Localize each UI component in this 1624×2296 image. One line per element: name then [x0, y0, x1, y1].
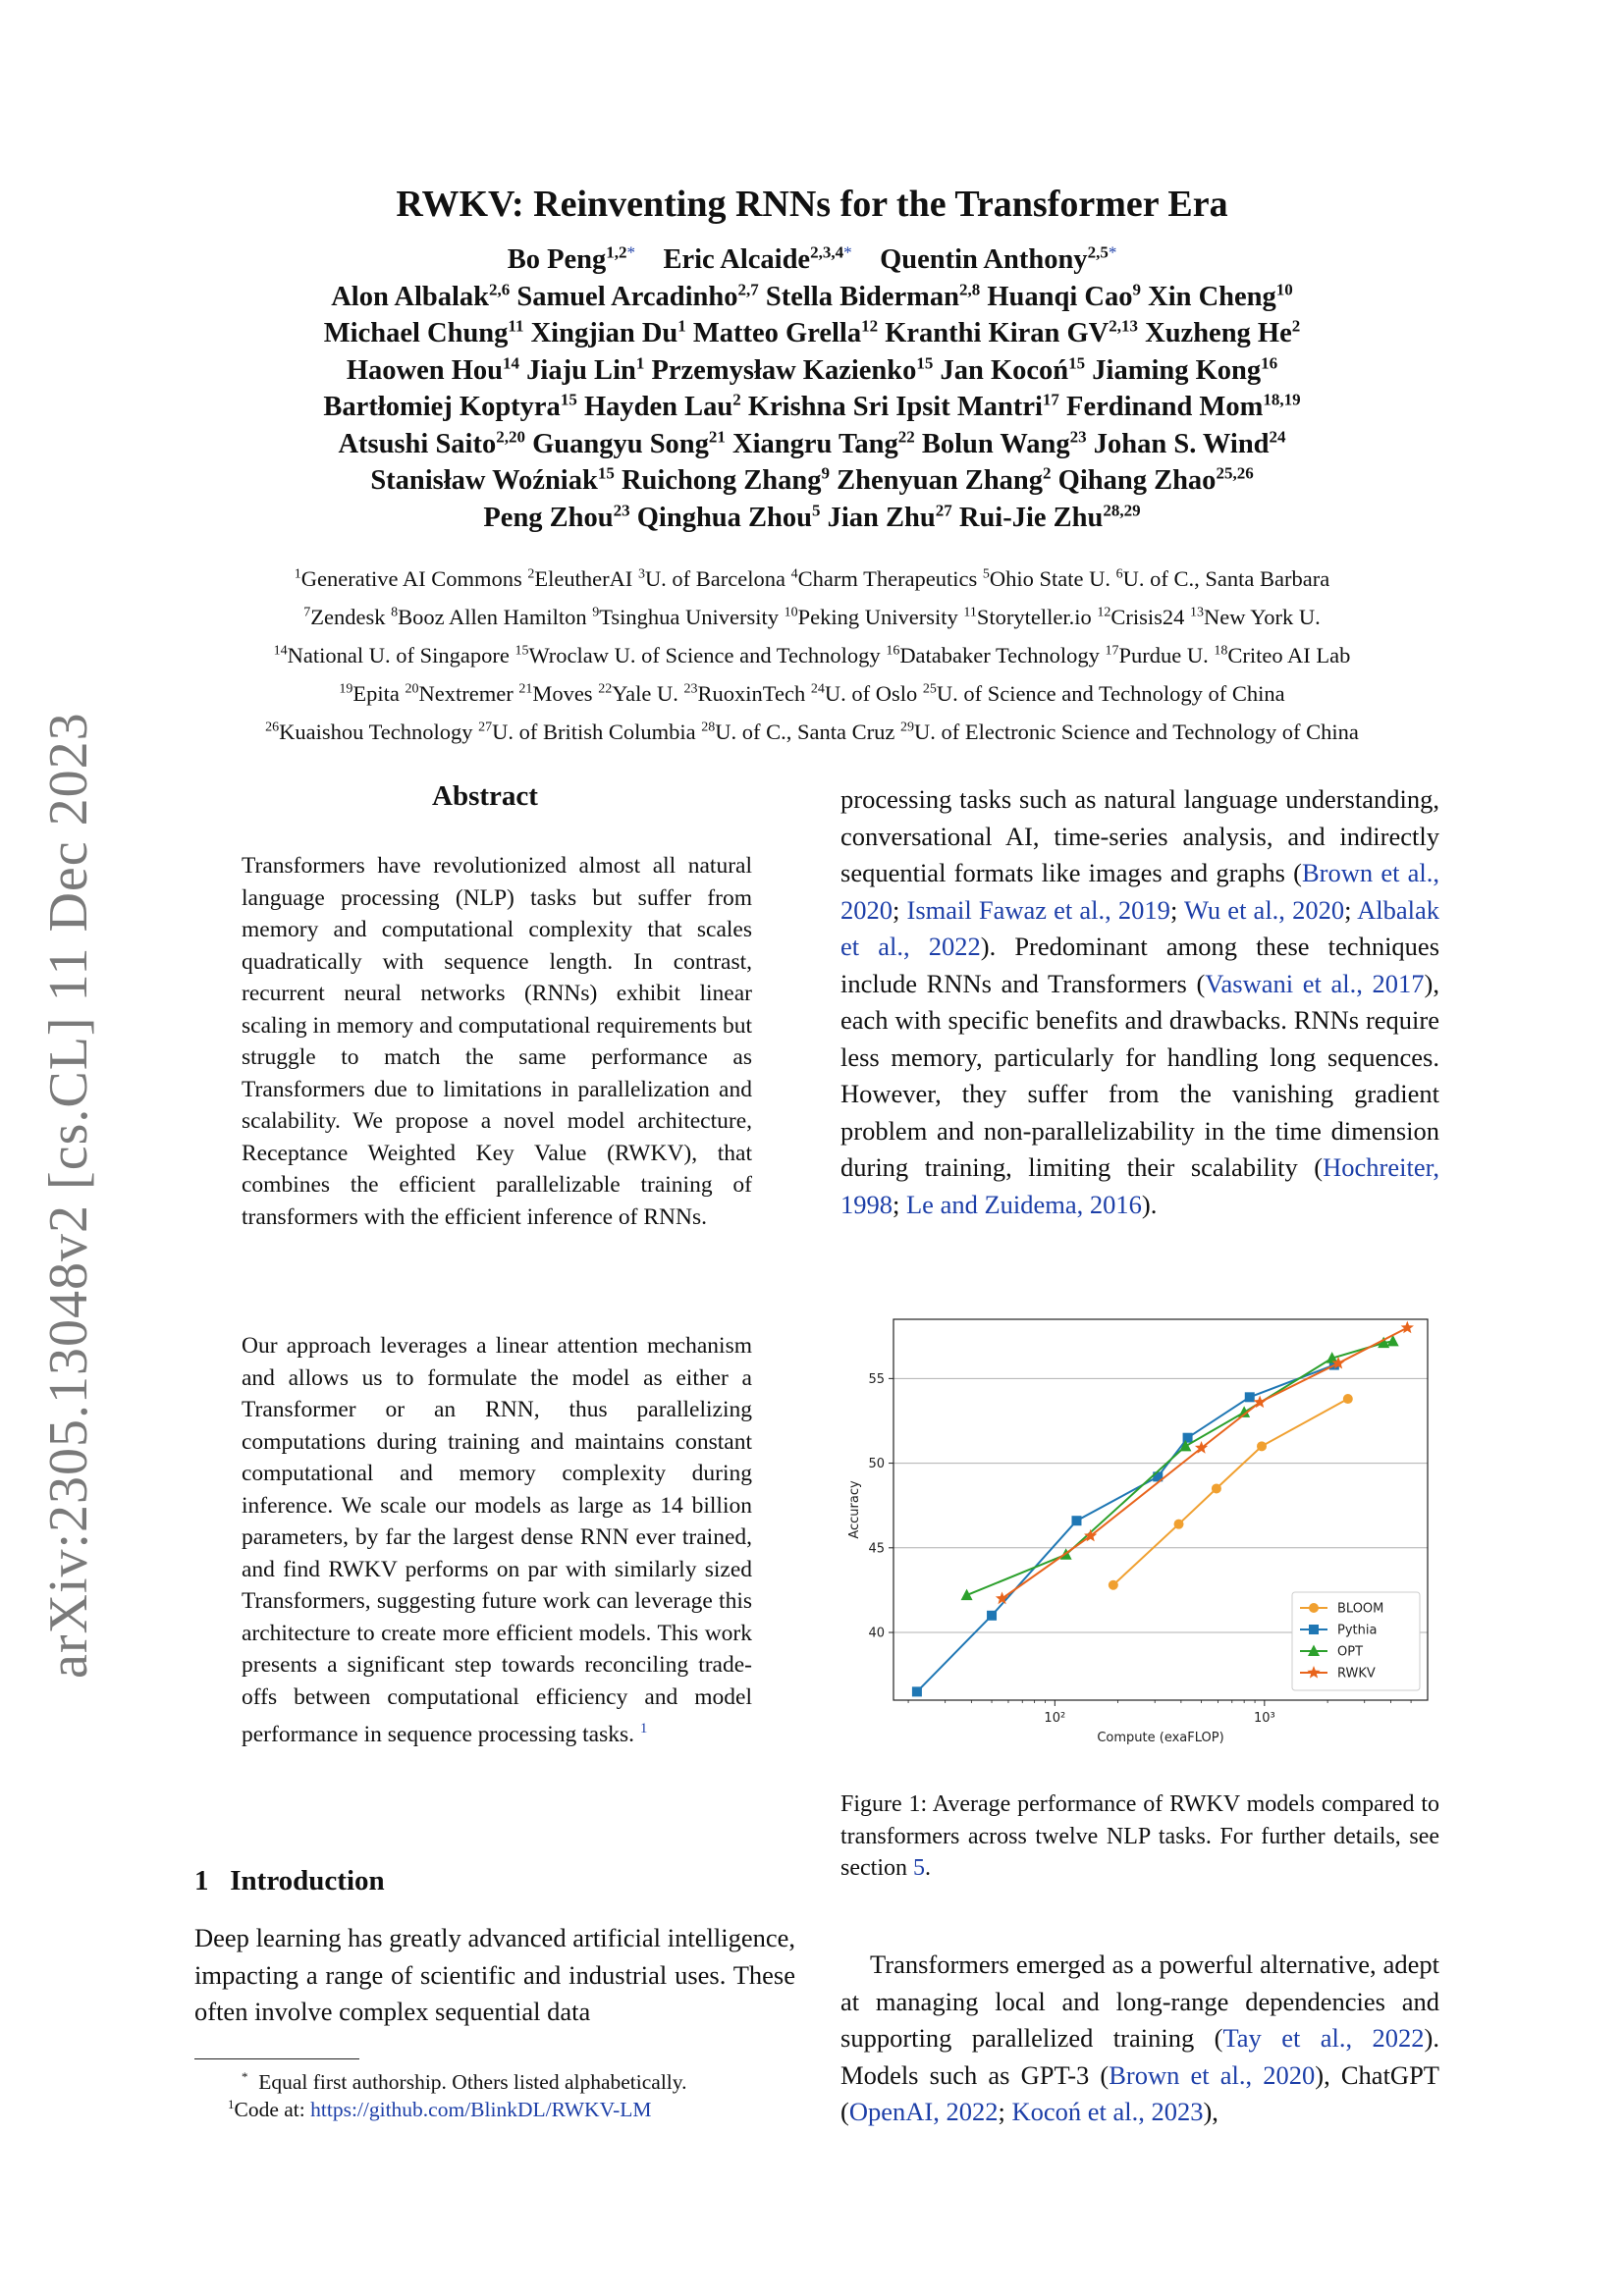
- x-tick-label: 10³: [1253, 1711, 1275, 1726]
- affiliation-line: [157, 674, 1467, 713]
- author-affiliation-mark: 12: [861, 316, 879, 336]
- footnote-code-mark: 1: [228, 2096, 235, 2111]
- citation-link[interactable]: Ismail Fawaz et al., 2019: [906, 894, 1170, 925]
- intro-paragraph-right-2: Transformers emerged as a powerful alternative, adept at managing local and long-range dependencies and supporting parallelized training (Tay et al., 2022). Models such as GPT-3 (Brown et al., 2020), ChatGPT (OpenAI, 2022; Kocoń et al., 2023),: [840, 1949, 1439, 2126]
- affiliation-number: 18: [1214, 643, 1228, 659]
- affiliation-number: 7: [303, 605, 311, 620]
- affiliation-number: 2: [527, 566, 535, 582]
- affiliation-name: Purdue U.: [1118, 643, 1209, 667]
- affiliation-number: 20: [405, 681, 419, 697]
- author-list: [196, 241, 1428, 536]
- footnote-star-mark: *: [242, 2068, 248, 2084]
- citation-link[interactable]: Vaswani et al., 2017: [1205, 968, 1425, 998]
- y-tick-label: 45: [868, 1541, 885, 1557]
- author-name: Huanqi Cao: [987, 281, 1133, 312]
- footnote-equal-authorship: [194, 2068, 842, 2096]
- author-name: Xin Cheng: [1148, 281, 1276, 312]
- author-affiliation-mark: 25,26: [1216, 463, 1254, 483]
- affiliation-name: U. of Science and Technology of China: [936, 681, 1285, 706]
- author-name: Ruichong Zhang: [621, 465, 822, 496]
- citation-link[interactable]: Albalak et al., 2022: [840, 894, 1440, 961]
- rwkv-data-point: [996, 1592, 1008, 1605]
- arxiv-sidebar: arXiv:2305.13048v2 [cs.CL] 11 Dec 2023: [38, 712, 99, 1679]
- affiliation-name: U. of Electronic Science and Technology of China: [913, 720, 1359, 744]
- intro-paragraph-1: Deep learning has greatly advanced artificial intelligence, impacting a range of scientific and industrial uses. These often involve complex sequential data: [194, 1923, 795, 2026]
- author-name: Guangyu Song: [532, 428, 709, 459]
- author-name: Stanisław Woźniak: [370, 465, 598, 496]
- section-ref-link[interactable]: 5: [912, 1855, 925, 1881]
- citation-link[interactable]: Brown et al., 2020: [840, 858, 1439, 925]
- author-line: [196, 315, 1428, 352]
- pythia-data-point: [912, 1686, 922, 1696]
- author-name: Peng Zhou: [483, 502, 614, 533]
- affiliation-name: Crisis24: [1110, 605, 1185, 629]
- x-axis-label: Compute (exaFLOP): [1097, 1731, 1224, 1745]
- caption-text-end: .: [924, 1855, 931, 1881]
- bloom-data-point: [1343, 1394, 1353, 1404]
- figure-1: [840, 1306, 1439, 1763]
- author-affiliation-mark: 2,8: [959, 280, 981, 298]
- abstract-paragraph-2: [242, 1330, 752, 1750]
- affiliation-line: [157, 598, 1467, 636]
- abstract-heading: Abstract: [432, 780, 538, 812]
- text-span: ). Models such as GPT-3 (: [840, 2023, 1439, 2090]
- author-affiliation-mark: 14: [503, 353, 520, 372]
- footnote-code-label: Code at:: [234, 2098, 305, 2121]
- affiliation-name: Storyteller.io: [976, 605, 1092, 629]
- affiliation-number: 24: [810, 681, 825, 697]
- legend-bloom-label: BLOOM: [1337, 1601, 1384, 1617]
- affiliation-name: Charm Therapeutics: [797, 566, 978, 591]
- author-affiliation-mark: 23: [1069, 427, 1087, 446]
- author-line: [196, 389, 1428, 426]
- affiliation-name: Databaker Technology: [899, 643, 1100, 667]
- affiliation-name: EleutherAI: [534, 566, 633, 591]
- author-affiliation-mark: 15: [916, 353, 934, 372]
- author-affiliation-mark: 9: [1132, 280, 1141, 298]
- affiliation-name: Yale U.: [612, 681, 678, 706]
- author-affiliation-mark: 1: [635, 353, 645, 372]
- y-tick-label: 55: [868, 1371, 885, 1387]
- author-affiliation-mark: 2,3,4: [810, 242, 844, 262]
- affiliation-number: 11: [963, 605, 977, 620]
- bloom-data-point: [1212, 1483, 1221, 1493]
- accuracy-vs-compute-chart: [840, 1306, 1439, 1763]
- caption-text: Figure 1: Average performance of RWKV models compared to transformers across twelve NLP tasks. For further details, see section: [840, 1791, 1439, 1881]
- author-name: Xingjian Du: [530, 318, 678, 348]
- author-name: Alon Albalak: [331, 281, 489, 312]
- pythia-data-point: [1245, 1392, 1255, 1402]
- text-span: ). Predominant among these techniques include RNNs and Transformers (: [840, 932, 1440, 998]
- footnote-rule: [194, 2058, 359, 2059]
- affiliation-number: 15: [514, 643, 529, 659]
- bloom-data-point: [1257, 1441, 1267, 1451]
- affiliation-number: 23: [683, 681, 698, 697]
- affiliation-line: [157, 713, 1467, 751]
- opt-series-line: [967, 1341, 1393, 1595]
- affiliation-name: U. of Oslo: [824, 681, 918, 706]
- y-axis-label: Accuracy: [847, 1480, 862, 1539]
- author-name: Zhenyuan Zhang: [837, 465, 1044, 496]
- affiliation-number: 13: [1189, 605, 1204, 620]
- author-affiliation-mark: 15: [597, 463, 615, 483]
- legend-bloom-marker: [1309, 1603, 1319, 1613]
- text-span: ), ChatGPT (: [840, 2059, 1439, 2126]
- text-span: ),: [1203, 2097, 1218, 2126]
- bloom-data-point: [1174, 1520, 1184, 1529]
- citation-link[interactable]: Hochreiter, 1998: [840, 1152, 1439, 1219]
- author-affiliation-mark: 16: [1261, 353, 1278, 372]
- author-name: Qihang Zhao: [1057, 465, 1217, 496]
- author-affiliation-mark: 23: [613, 501, 630, 519]
- section-heading-introduction: [194, 1865, 385, 1897]
- author-name: Johan S. Wind: [1093, 428, 1270, 459]
- author-name: Bo Peng: [507, 244, 607, 275]
- code-link[interactable]: https://github.com/BlinkDL/RWKV-LM: [310, 2098, 652, 2121]
- author-affiliation-mark: 15: [560, 390, 577, 409]
- equal-contribution-mark: *: [843, 242, 852, 262]
- author-affiliation-mark: 2: [1291, 316, 1301, 336]
- legend-opt-label: OPT: [1337, 1644, 1364, 1660]
- author-affiliation-mark: 28,29: [1103, 501, 1141, 519]
- citation-link[interactable]: Brown et al., 2020: [1109, 2059, 1316, 2090]
- affiliation-name: Kuaishou Technology: [279, 720, 473, 744]
- affiliation-name: Nextremer: [418, 681, 514, 706]
- affiliation-name: Tsinghua University: [599, 605, 779, 629]
- affiliation-number: 16: [886, 643, 900, 659]
- author-affiliation-mark: 27: [935, 501, 952, 519]
- author-affiliation-mark: 22: [897, 427, 915, 446]
- author-name: Bolun Wang: [921, 428, 1070, 459]
- y-tick-label: 50: [868, 1457, 885, 1472]
- author-affiliation-mark: 5: [812, 501, 821, 519]
- x-tick-label: 10²: [1044, 1711, 1066, 1726]
- legend-rwkv-label: RWKV: [1337, 1666, 1376, 1682]
- pythia-data-point: [987, 1611, 997, 1621]
- author-name: Jian Zhu: [827, 502, 936, 533]
- author-line: [196, 426, 1428, 463]
- citation-link[interactable]: OpenAI, 2022: [848, 2097, 999, 2126]
- author-name: Michael Chung: [323, 318, 509, 348]
- figure-1-caption: [840, 1789, 1439, 1885]
- author-name: Samuel Arcadinho: [516, 281, 738, 312]
- author-name: Qinghua Zhou: [636, 502, 812, 533]
- legend-pythia-marker: [1309, 1625, 1319, 1634]
- footnote-code: [194, 2096, 829, 2123]
- abstract-paragraph-1: Transformers have revolutionized almost all natural language processing (NLP) tasks but suffer from memory and computational complexity that scales quadratically with sequence length. In contrast, recurrent neural networks (RNNs) exhibit linear scaling in memory and computational requirements but struggle to match the same performance as Transformers due to limitations in parallelization and scalability. We propose a novel model architecture, Receptance Weighted Key Value (RWKV), that combines the efficient parallelizable training of transformers with the efficient inference of RNNs.: [242, 853, 752, 1230]
- pythia-data-point: [1071, 1516, 1081, 1525]
- section-number: 1: [194, 1865, 209, 1896]
- author-affiliation-mark: 10: [1275, 280, 1293, 298]
- affiliation-number: 3: [637, 566, 645, 582]
- author-name: Jan Kocoń: [940, 354, 1069, 386]
- affiliation-number: 12: [1097, 605, 1111, 620]
- legend-pythia-label: Pythia: [1337, 1623, 1378, 1638]
- author-affiliation-mark: 2,6: [488, 280, 511, 298]
- author-affiliation-mark: 17: [1042, 390, 1059, 409]
- author-affiliation-mark: 18,19: [1263, 390, 1301, 409]
- author-name: Matteo Grella: [692, 318, 862, 348]
- author-line: [196, 352, 1428, 390]
- affiliation-number: 27: [478, 720, 493, 735]
- affiliation-number: 10: [784, 605, 798, 620]
- equal-contribution-mark: *: [1108, 242, 1117, 262]
- author-name: Jiaju Lin: [526, 354, 636, 386]
- affiliation-number: 14: [273, 643, 288, 659]
- citation-link[interactable]: Wu et al., 2020: [1183, 894, 1345, 925]
- affiliation-name: Booz Allen Hamilton: [398, 605, 587, 629]
- author-name: Xuzheng He: [1145, 318, 1292, 348]
- affiliation-number: 5: [982, 566, 990, 582]
- paper-title: RWKV: Reinventing RNNs for the Transformer Era: [396, 184, 1228, 225]
- author-affiliation-mark: 2: [732, 390, 741, 409]
- author-affiliation-mark: 2,20: [496, 427, 525, 446]
- author-affiliation-mark: 11: [508, 316, 524, 336]
- citation-link[interactable]: Kocoń et al., 2023: [1011, 2097, 1204, 2126]
- affiliation-number: 21: [518, 681, 533, 697]
- affiliation-name: U. of British Columbia: [492, 720, 696, 744]
- author-line: [196, 279, 1428, 316]
- affiliation-number: 9: [592, 605, 600, 620]
- author-name: Eric Alcaide: [663, 244, 811, 275]
- author-affiliation-mark: 21: [708, 427, 726, 446]
- author-name: Bartłomiej Koptyra: [323, 392, 561, 422]
- affiliation-number: 6: [1115, 566, 1123, 582]
- affiliation-name: U. of Barcelona: [644, 566, 786, 591]
- affiliation-number: 19: [339, 681, 353, 697]
- author-name: Kranthi Kiran GV: [885, 318, 1110, 348]
- author-name: Quentin Anthony: [880, 244, 1088, 275]
- author-affiliation-mark: 9: [821, 463, 830, 483]
- text-span: ), each with specific benefits and drawbacks. RNNs require less memory, particularly for handling long sequences. However, they suffer from the vanishing gradient problem and non-parallelizability in the time dimension during training, limiting their scalability (: [840, 968, 1439, 1182]
- affiliation-name: RuoxinTech: [697, 681, 806, 706]
- affiliation-number: 26: [265, 720, 280, 735]
- affiliation-name: Peking University: [797, 605, 958, 629]
- rwkv-data-point: [1401, 1321, 1414, 1334]
- affiliation-number: 17: [1105, 643, 1119, 659]
- bloom-series-line: [1113, 1399, 1348, 1585]
- author-name: Krishna Sri Ipsit Mantri: [747, 392, 1043, 422]
- affiliation-name: U. of C., Santa Barbara: [1122, 566, 1330, 591]
- author-affiliation-mark: 1,2: [606, 242, 627, 262]
- affiliation-number: 25: [922, 681, 937, 697]
- affiliation-number: 1: [294, 566, 301, 582]
- affiliation-name: Generative AI Commons: [300, 566, 522, 591]
- affiliation-line: [157, 560, 1467, 598]
- text-span: ).: [1141, 1189, 1158, 1219]
- section-title: Introduction: [230, 1865, 385, 1896]
- affiliation-name: National U. of Singapore: [287, 643, 510, 667]
- author-affiliation-mark: 2: [1043, 463, 1052, 483]
- author-name: Haowen Hou: [346, 354, 504, 386]
- affiliation-name: Wroclaw U. of Science and Technology: [528, 643, 881, 667]
- author-line: [196, 500, 1428, 537]
- author-affiliation-mark: 1: [677, 316, 686, 336]
- affiliation-line: [157, 636, 1467, 674]
- intro-paragraph-right-1: processing tasks such as natural language understanding, conversational AI, time-series analysis, and indirectly sequential formats like images and graphs (Brown et al., 2020; Ismail Fawaz et al., 2019; Wu et al., 2020; Albalak et al., 2022). Predominant among these techniques include RNNs and Transformers (Vaswani et al., 2017), each with specific benefits and drawbacks. RNNs require less memory, particularly for handling long sequences. However, they suffer from the vanishing gradient problem and non-parallelizability in the time dimension during training, limiting their scalability (Hochreiter, 1998; Le and Zuidema, 2016).: [840, 784, 1440, 1219]
- author-name: Jiaming Kong: [1092, 354, 1262, 386]
- author-line: [196, 462, 1428, 500]
- author-line: [196, 241, 1428, 279]
- affiliation-name: New York U.: [1203, 605, 1321, 629]
- footnote-ref-1[interactable]: 1: [639, 1721, 648, 1736]
- pythia-series-line: [917, 1365, 1334, 1692]
- author-name: Hayden Lau: [583, 392, 733, 422]
- equal-contribution-mark: *: [626, 242, 635, 262]
- affiliation-name: Moves: [532, 681, 593, 706]
- author-name: Przemysław Kazienko: [651, 354, 917, 386]
- y-tick-label: 40: [868, 1626, 885, 1641]
- affiliation-number: 28: [701, 720, 716, 735]
- author-name: Stella Biderman: [765, 281, 960, 312]
- abstract-paragraph-2-text: Our approach leverages a linear attention mechanism and allows us to formulate the model as either a Transformer or an RNN, thus parallelizing computations during training and maintains constant computational and memory complexity during inference. We scale our models as large as 14 billion parameters, by far the largest dense RNN ever trained, and find RWKV performs on par with similarly sized Transformers, suggesting future work can leverage this architecture to create more efficient models. This work presents a significant step towards reconciling trade-offs between computational efficiency and model performance in sequence processing tasks.: [242, 1333, 752, 1747]
- text-span: processing tasks such as natural language understanding, conversational AI, time-series analysis, and indirectly sequential formats like images and graphs (: [840, 784, 1439, 887]
- footnote-star-text: Equal first authorship. Others listed alphabetically.: [258, 2070, 687, 2094]
- author-affiliation-mark: 15: [1068, 353, 1086, 372]
- author-name: Atsushi Saito: [338, 428, 497, 459]
- affiliation-name: Criteo AI Lab: [1227, 643, 1351, 667]
- affiliation-name: U. of C., Santa Cruz: [715, 720, 895, 744]
- author-name: Rui-Jie Zhu: [958, 502, 1104, 533]
- affiliation-number: 29: [899, 720, 914, 735]
- affiliation-number: 8: [391, 605, 399, 620]
- citation-link[interactable]: Tay et al., 2022: [1222, 2023, 1425, 2053]
- bloom-data-point: [1109, 1580, 1118, 1590]
- author-affiliation-mark: 24: [1269, 427, 1286, 446]
- affiliation-number: 22: [598, 681, 613, 697]
- affiliation-number: 4: [790, 566, 798, 582]
- author-name: Ferdinand Mom: [1066, 392, 1264, 422]
- affiliation-name: Ohio State U.: [989, 566, 1111, 591]
- affiliation-name: Epita: [352, 681, 400, 706]
- author-affiliation-mark: 2,7: [737, 280, 759, 298]
- text-span: Transformers emerged as a powerful alternative, adept at managing local and long-range dependencies and supporting parallelized training (: [840, 1949, 1439, 2053]
- author-affiliation-mark: 2,13: [1109, 316, 1138, 336]
- affiliation-list: [157, 560, 1467, 751]
- author-name: Xiangru Tang: [732, 428, 898, 459]
- pythia-data-point: [1183, 1433, 1193, 1443]
- author-affiliation-mark: 2,5: [1087, 242, 1109, 262]
- affiliation-name: Zendesk: [310, 605, 386, 629]
- citation-link[interactable]: Le and Zuidema, 2016: [906, 1189, 1142, 1219]
